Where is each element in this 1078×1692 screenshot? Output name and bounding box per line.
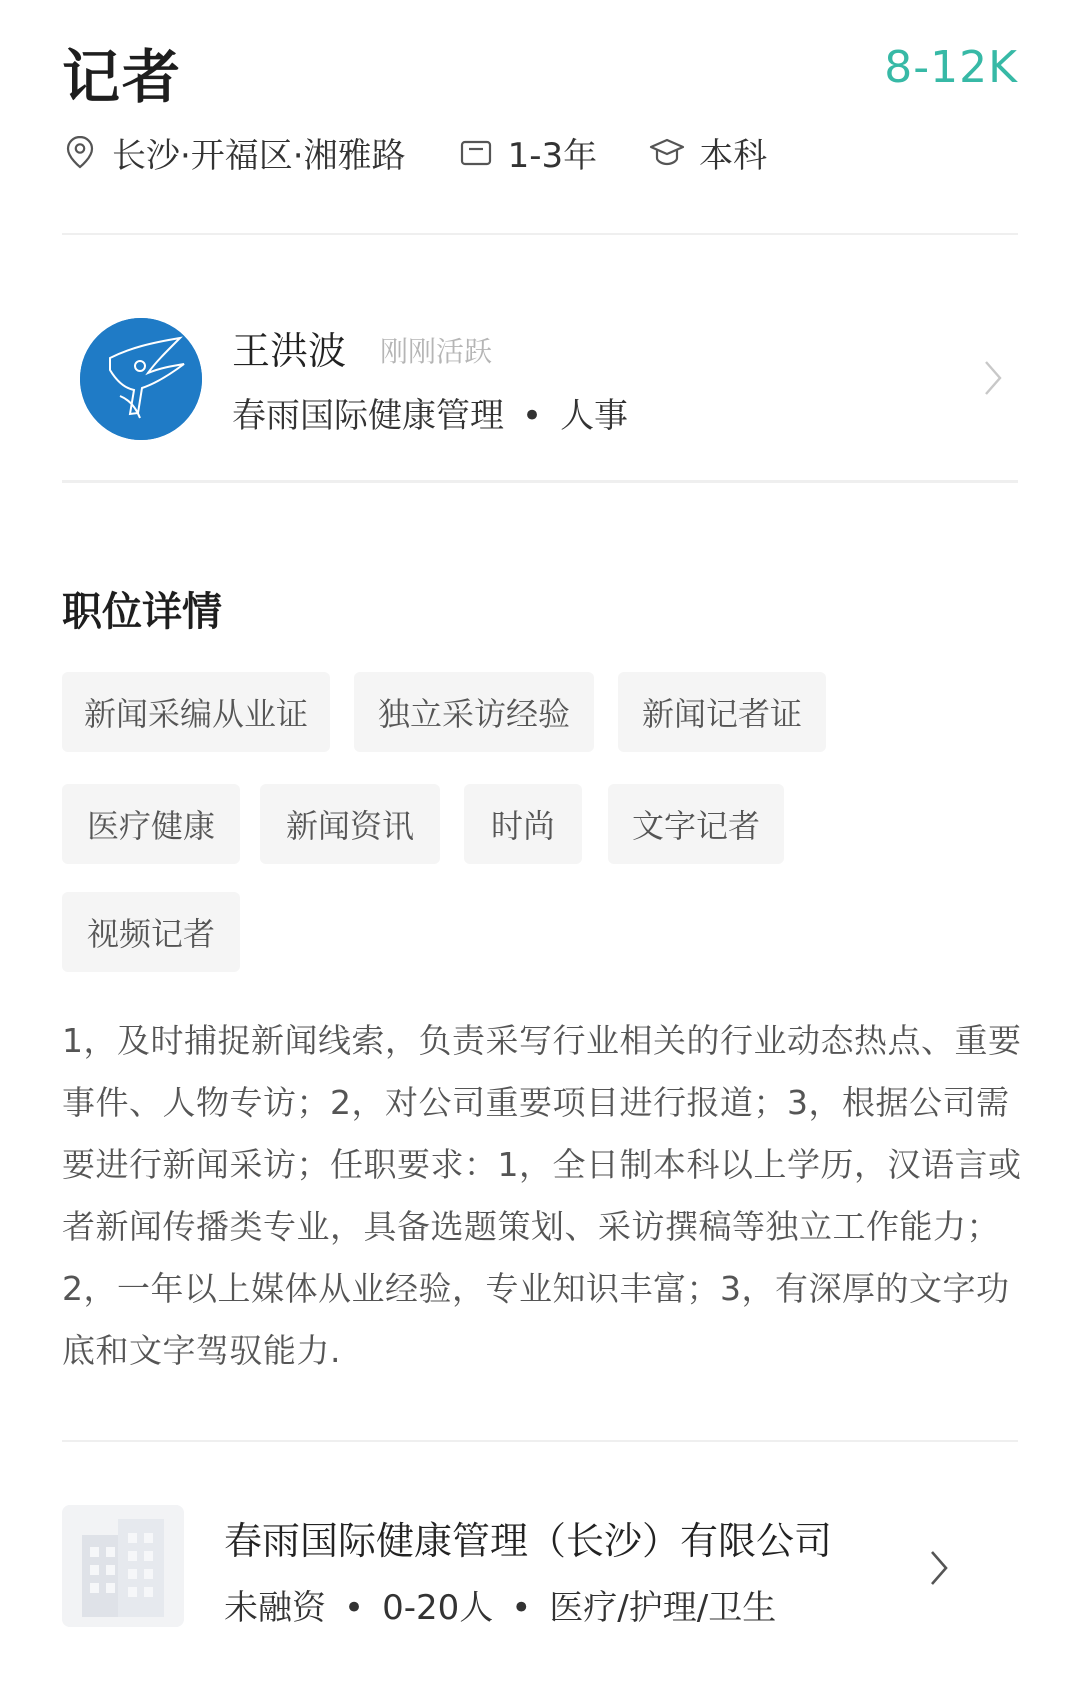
tag: 文字记者 (608, 784, 784, 864)
company-card[interactable] (62, 1500, 1018, 1630)
tag: 视频记者 (62, 892, 240, 972)
chevron-right-icon (982, 358, 1004, 398)
experience-meta (458, 128, 598, 177)
chevron-right-icon (928, 1548, 950, 1588)
separator-dot: • (511, 1588, 532, 1628)
recruiter-company: 春雨国际健康管理 (232, 396, 504, 436)
salary-range: 8-12K (884, 42, 1018, 93)
separator-dot: • (522, 396, 543, 436)
education-meta (649, 128, 767, 177)
graduation-cap-icon (649, 134, 685, 170)
avatar (80, 318, 202, 440)
divider (62, 480, 1018, 483)
recruiter-role: 人事 (560, 396, 629, 436)
recruiter-status: 刚刚活跃 (380, 335, 493, 368)
job-title: 记者 (62, 43, 183, 111)
company-industry: 医疗/护理/卫生 (549, 1588, 777, 1628)
experience-text: 1-3年 (507, 135, 598, 176)
job-description: 1，及时捕捉新闻线索，负责采写行业相关的行业动态热点、重要事件、人物专访；2，对公司重要项目进行报道；3，根据公司需要进行新闻采访；任职要求：1，全日制本科以上学历，汉语言或者新闻传播类专业，具备选题策划、采访撰稿等独立工作能力；2，一年以上媒体从业经验，专业知识丰富；3，有深厚的文字功底和文字驾驭能力. (62, 1021, 1022, 1370)
education-text: 本科 (699, 135, 768, 176)
separator-dot: • (344, 1588, 365, 1628)
section-title-job-details: 职位详情 (62, 589, 222, 635)
tag: 新闻记者证 (618, 672, 826, 752)
company-funding: 未融资 (224, 1588, 326, 1628)
company-name: 春雨国际健康管理（长沙）有限公司 (224, 1519, 833, 1563)
divider (62, 233, 1018, 235)
recruiter-name: 王洪波 (232, 329, 347, 373)
company-size: 0-20人 (382, 1588, 494, 1628)
location-text: 长沙·开福区·湘雅路 (112, 135, 406, 176)
tag: 时尚 (464, 784, 582, 864)
location-pin-icon (62, 134, 98, 170)
job-meta-row (62, 124, 819, 180)
recruiter-company-role (232, 388, 628, 437)
briefcase-icon (458, 134, 494, 170)
divider (62, 1440, 1018, 1442)
recruiter-card[interactable] (62, 300, 1018, 450)
tag: 新闻资讯 (260, 784, 440, 864)
tag: 新闻采编从业证 (62, 672, 330, 752)
building-icon (62, 1505, 184, 1627)
tag: 独立采访经验 (354, 672, 594, 752)
location-meta (62, 128, 406, 177)
company-meta (224, 1580, 776, 1629)
tag: 医疗健康 (62, 784, 240, 864)
